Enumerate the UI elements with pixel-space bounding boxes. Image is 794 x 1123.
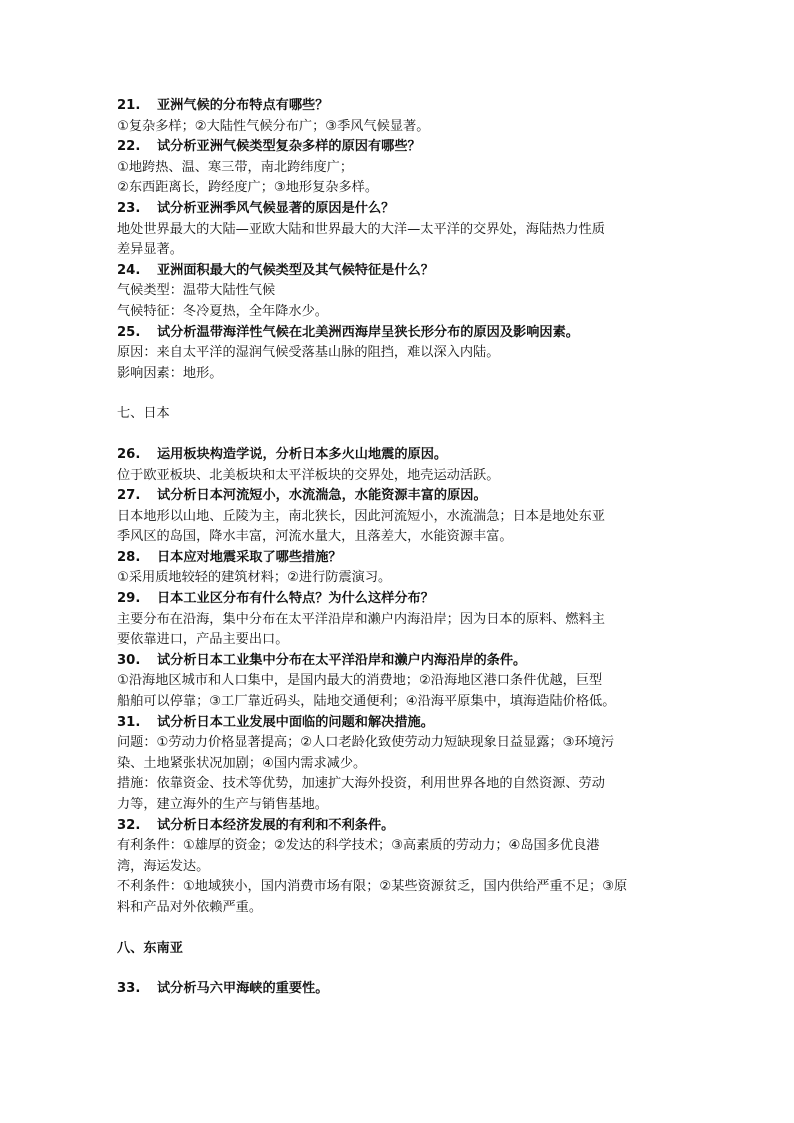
question-text: 运用板块构造学说，分析日本多火山地震的原因。 (157, 446, 448, 462)
answer-line: 位于欧亚板块、北美板块和太平洋板块的交界处，地壳运动活跃。 (117, 467, 500, 483)
question-number: 26. (117, 446, 141, 462)
question-28 (117, 548, 697, 569)
question-text: 亚洲气候的分布特点有哪些？ (157, 98, 329, 113)
question-32 (117, 816, 697, 837)
answer-line: 力等，建立海外的生产与销售基地。 (117, 797, 328, 812)
section-heading: 七、日本 (117, 406, 170, 422)
question-number: 31. (117, 714, 141, 730)
question-27 (117, 486, 697, 507)
question-text: 日本工业区分布有什么特点？为什么这样分布？ (157, 591, 434, 607)
question-21 (117, 96, 697, 117)
answer-line: 影响因素：地形。 (117, 365, 223, 381)
answer-line: 日本地形以山地、丘陵为主，南北狭长，因此河流短小，水流湍急；日本是地处东亚 (117, 508, 605, 524)
answer-line: ①沿海地区城市和人口集中，是国内最大的消费地；②沿海地区港口条件优越，巨型 (117, 673, 603, 689)
answer-line: 染、土地紧张状况加剧；④国内需求减少。 (117, 755, 367, 771)
answer-line: 要依靠进口，产品主要出口。 (117, 632, 289, 648)
answer-line: ①采用质地较轻的建筑材料；②进行防震演习。 (117, 570, 392, 586)
question-text: 试分析温带海洋性气候在北美洲西海岸呈狭长形分布的原因及影响因素。 (157, 324, 579, 340)
question-number: 28. (117, 549, 141, 565)
question-23 (117, 199, 697, 220)
answer-line: 地处世界最大的大陆—亚欧大陆和世界最大的大洋—太平洋的交界处，海陆热力性质 (117, 221, 605, 237)
question-text: 试分析亚洲气候类型复杂多样的原因有哪些？ (157, 139, 421, 155)
question-text: 试分析马六甲海峡的重要性。 (157, 981, 329, 997)
question-number: 32. (117, 817, 141, 833)
question-number: 21. (117, 98, 141, 113)
question-text: 试分析日本工业集中分布在太平洋沿岸和濑户内海沿岸的条件。 (157, 652, 527, 668)
answer-line: ①地跨热、温、寒三带，南北跨纬度广； (117, 159, 354, 175)
answer-line: 问题：①劳动力价格显著提高；②人口老龄化致使劳动力短缺现象日益显露；③环境污 (117, 735, 615, 751)
question-30 (117, 651, 697, 672)
question-22 (117, 137, 697, 158)
question-number: 23. (117, 200, 141, 216)
question-29 (117, 589, 697, 610)
question-text: 试分析日本工业发展中面临的问题和解决措施。 (157, 714, 434, 730)
question-number: 30. (117, 652, 141, 668)
section-heading: 八、东南亚 (117, 940, 183, 956)
answer-line: 湾，海运发达。 (117, 858, 210, 874)
answer-line: 不利条件：①地域狭小，国内消费市场有限；②某些资源贫乏，国内供给严重不足；③原 (117, 879, 628, 895)
answer-line: 季风区的岛国，降水丰富，河流水量大，且落差大，水能资源丰富。 (117, 529, 513, 545)
answer-line: 船舶可以停靠；③工厂靠近码头，陆地交通便利；④沿海平原集中，填海造陆价格低。 (117, 694, 616, 710)
question-33 (117, 979, 697, 1000)
question-24 (117, 261, 697, 282)
question-number: 25. (117, 324, 141, 340)
answer-line: 有利条件：①雄厚的资金；②发达的科学技术；③高素质的劳动力；④岛国多优良港 (117, 838, 600, 854)
question-text: 试分析日本经济发展的有利和不利条件。 (157, 817, 395, 833)
question-25 (117, 323, 697, 344)
answer-line: 差异显著。 (117, 242, 183, 258)
question-number: 24. (117, 262, 141, 278)
answer-line: ②东西距离长，跨经度广；③地形复杂多样。 (117, 180, 379, 196)
question-number: 33. (117, 981, 141, 997)
question-31 (117, 713, 697, 734)
answer-line: 原因：来自太平洋的湿润气候受落基山脉的阻挡，难以深入内陆。 (117, 345, 500, 361)
question-number: 27. (117, 488, 141, 504)
answer-line: ①复杂多样；②大陆性气候分布广；③季风气候显著。 (117, 118, 430, 134)
question-number: 22. (117, 139, 141, 155)
document-page (117, 96, 697, 1000)
question-text: 亚洲面积最大的气候类型及其气候特征是什么？ (157, 262, 434, 278)
answer-line: 料和产品对外依赖严重。 (117, 899, 263, 915)
answer-line: 气候类型：温带大陆性气候 (117, 283, 276, 299)
question-text: 日本应对地震采取了哪些措施？ (157, 549, 342, 565)
answer-line: 气候特征：冬冷夏热，全年降水少。 (117, 303, 328, 319)
question-number: 29. (117, 591, 141, 607)
answer-line: 主要分布在沿海，集中分布在太平洋沿岸和濑户内海沿岸；因为日本的原料、燃料主 (117, 611, 605, 627)
question-text: 试分析亚洲季风气候显著的原因是什么？ (157, 200, 395, 216)
question-26 (117, 445, 697, 466)
answer-line: 措施：依靠资金、技术等优势，加速扩大海外投资，利用世界各地的自然资源、劳动 (117, 776, 605, 792)
question-text: 试分析日本河流短小，水流湍急，水能资源丰富的原因。 (157, 488, 487, 504)
